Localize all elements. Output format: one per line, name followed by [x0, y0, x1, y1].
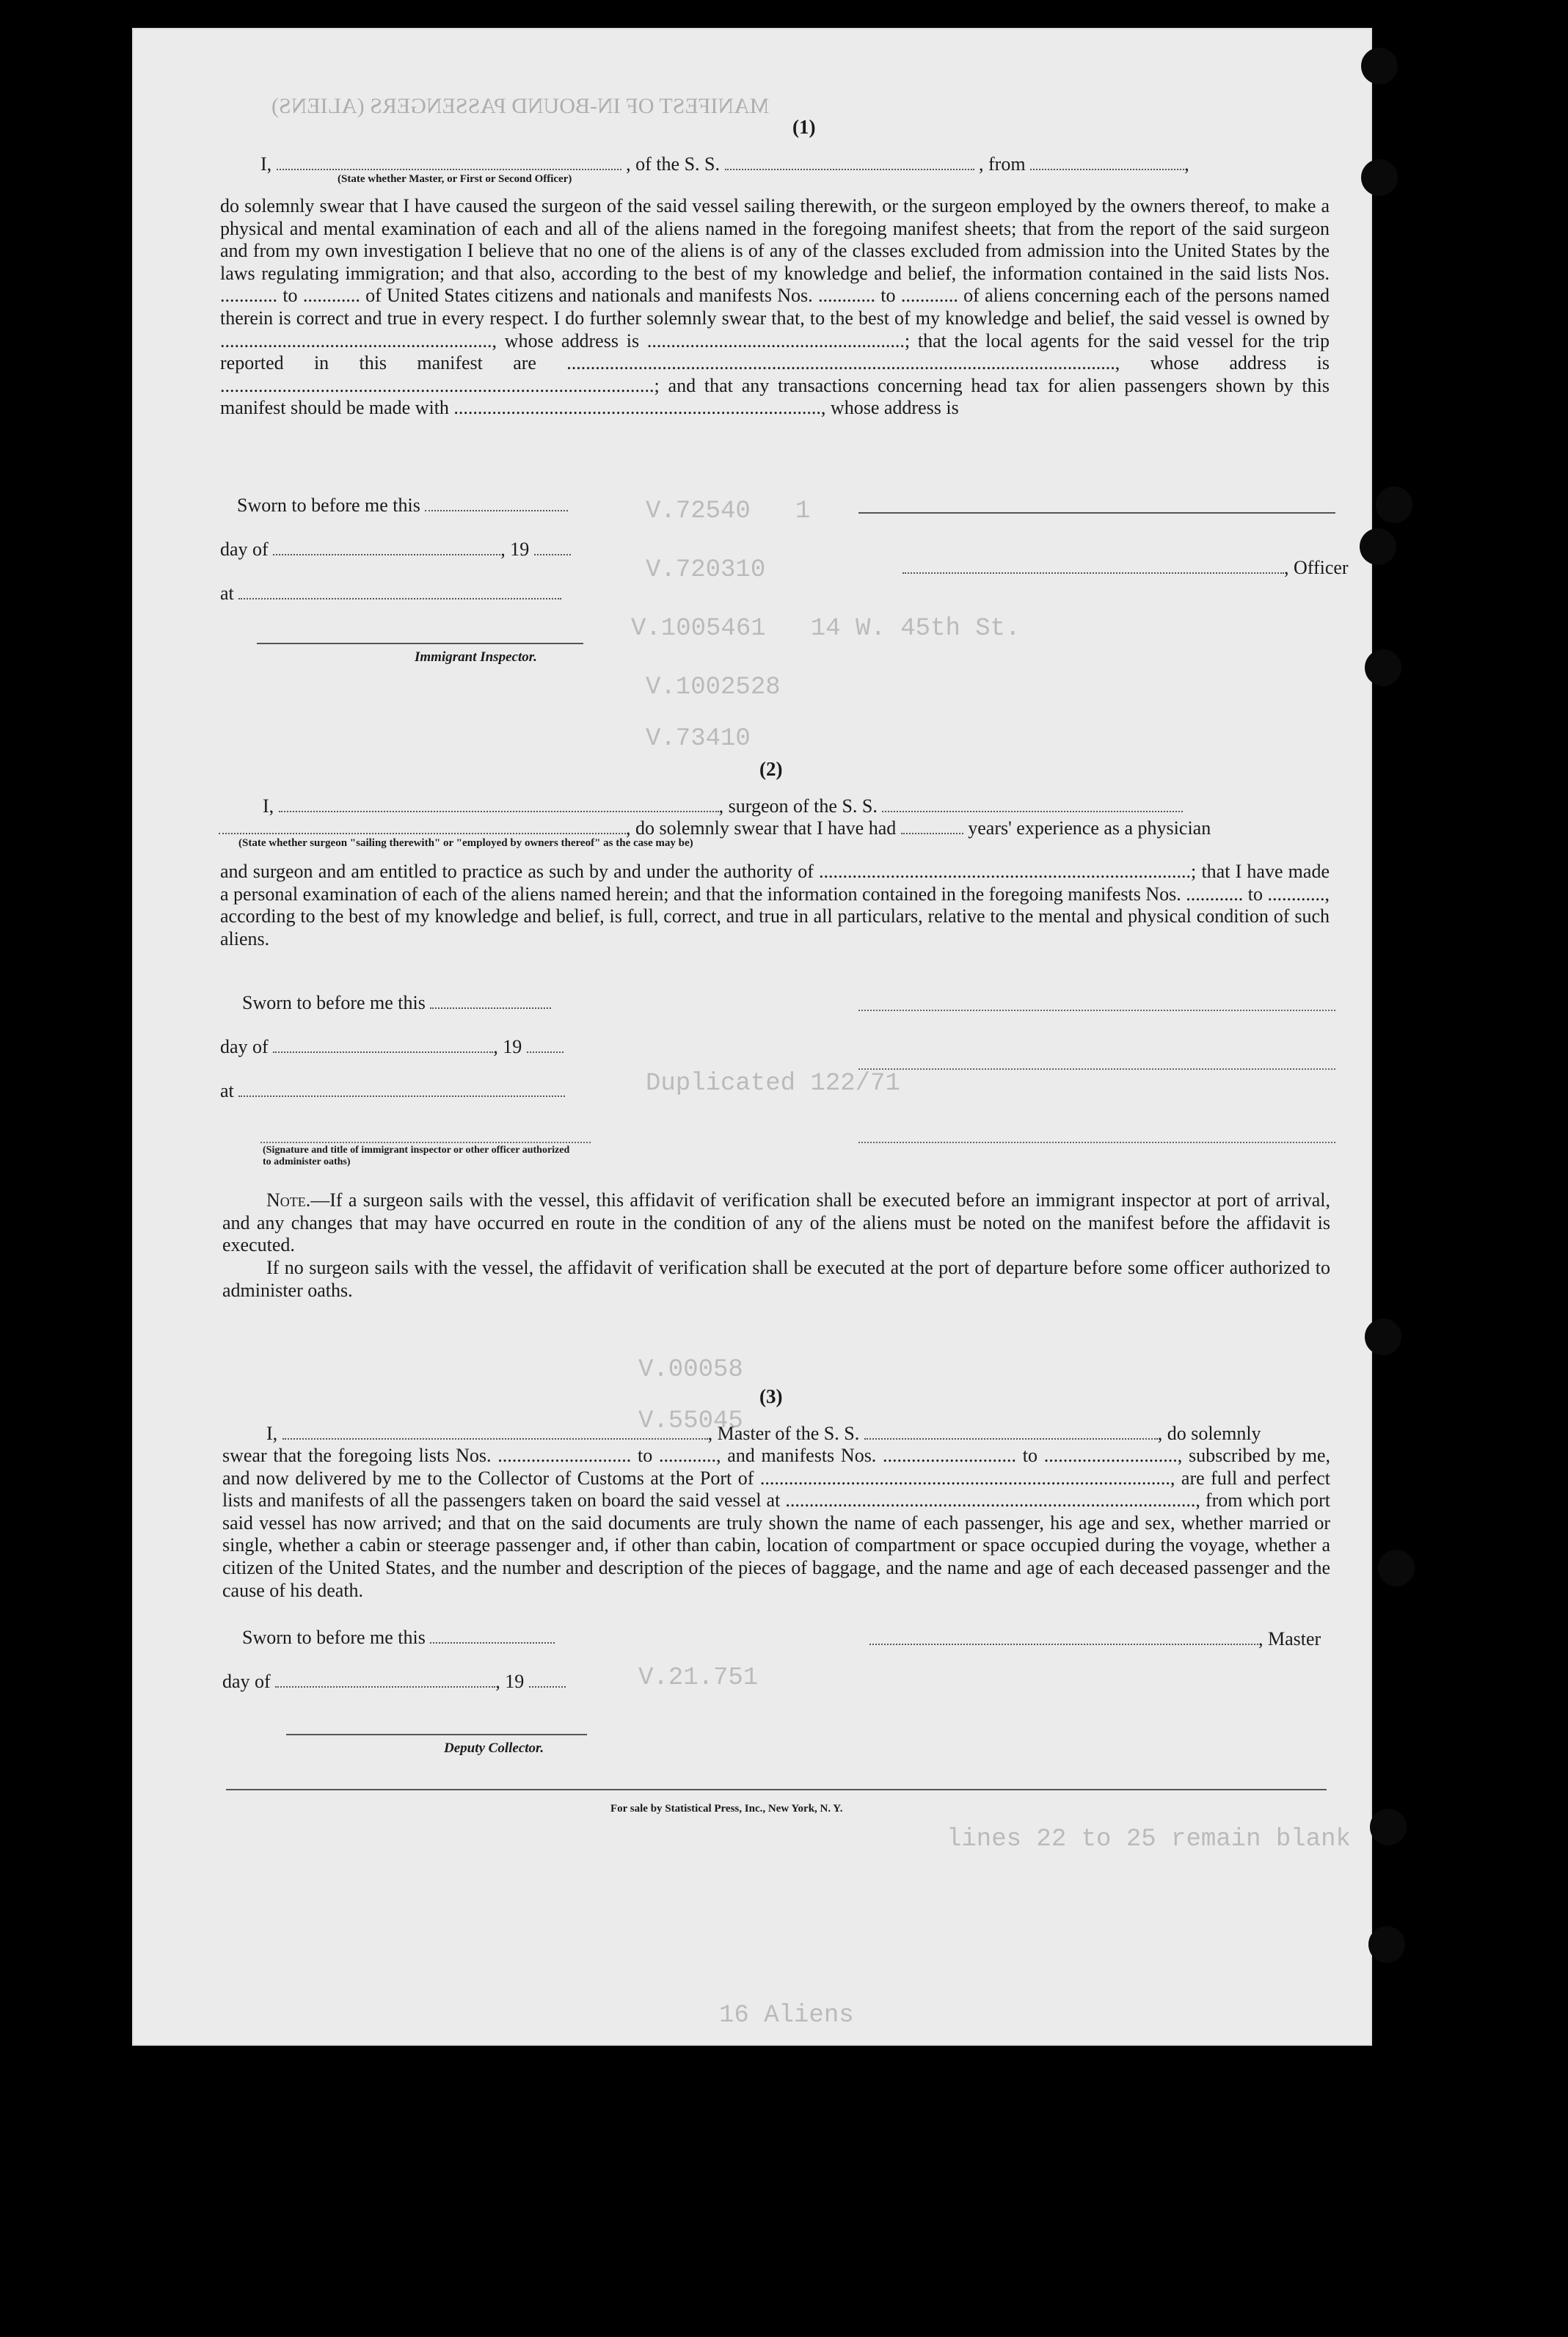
s1-i-label: I, — [260, 153, 272, 175]
s3-master-label: , Master — [1258, 1628, 1321, 1649]
s1-oath-paragraph: do solemnly swear that I have caused the surgeon of the said vessel sailing therewith, or the surgeon employed by the owners thereof, to make a physical and mental examination of each and all of the aliens named in the foregoing manifest sheets; that from the report of the said surgeon and from my own investigation I believe that no one of the aliens is of any of the classes excluded from admission into the United States by the laws regulating immigration; and that also, according to the best of my knowledge and belief, the information contained in the said lists Nos. ............ to ............ of United States citizens and nationals and manifests Nos. ............ to ............ of aliens concerning each of the persons named therein is correct and true in every respect. I do further solemnly swear that, to the best of my knowledge and belief, the said vessel is owned by ........................................................., whose address is ......................................................; that the local agents for the said vessel for the trip reported in this manifest are ..................................................................................................................., whose address is ...........................................................................................; and that any transactions concerning head tax for alien passengers shown by this manifest should be made with ............................................................................., whose address is — [220, 195, 1330, 419]
ghost-typing: V.73410 — [646, 725, 751, 753]
s2-ship-blank[interactable] — [882, 795, 1183, 812]
s2-note-2 — [222, 1257, 1330, 1302]
ghost-typing: V.72540 1 — [646, 497, 811, 525]
s2-years-label: years' experience as a physician — [968, 817, 1211, 839]
s3-dayof — [222, 1670, 566, 1693]
s2-dayof-blank[interactable] — [273, 1035, 493, 1053]
s1-note-master: (State whether Master, or First or Second Officer) — [338, 173, 572, 185]
s3-sworn-blank[interactable] — [430, 1626, 555, 1644]
s2-do-swear-label: , do solemnly swear that I have had — [626, 817, 897, 839]
s2-at-label: at — [220, 1080, 234, 1101]
binder-hole — [1361, 159, 1398, 196]
s2-dayof-label: day of — [220, 1036, 269, 1057]
ghost-typing: V.00058 — [638, 1356, 743, 1384]
s1-sign-rule-1[interactable] — [858, 512, 1335, 514]
s2-sig-rule[interactable] — [260, 1142, 591, 1143]
ghost-typing: V.1005461 14 W. 45th St. — [631, 615, 1021, 643]
s3-dayof-blank[interactable] — [275, 1670, 495, 1688]
binder-hole — [1368, 1926, 1405, 1963]
s1-sworn-blank[interactable] — [425, 494, 568, 511]
s1-sworn-label: Sworn to before me this — [237, 495, 420, 516]
s1-at-blank[interactable] — [238, 582, 561, 599]
s3-line1 — [266, 1422, 1261, 1445]
s1-from-label: , from — [979, 153, 1026, 175]
s1-inspector-label: Immigrant Inspector. — [415, 649, 537, 665]
binder-hole — [1361, 48, 1398, 84]
s1-line1: I, , of the S. S. , from , — [260, 153, 1189, 175]
s2-note-label: Note. — [266, 1189, 311, 1211]
s1-at-label: at — [220, 583, 234, 604]
binder-hole — [1370, 1809, 1407, 1845]
s1-ss-label: , of the S. S. — [626, 153, 721, 175]
s3-do-swear-label: , do solemnly — [1157, 1423, 1261, 1444]
s1-year-label: , 19 — [500, 539, 530, 560]
s2-sig-note: (Signature and title of immigrant inspector or other officer authorized to administer oaths) — [263, 1145, 570, 1167]
form-sheet — [132, 28, 1372, 2046]
section-3-number: (3) — [759, 1385, 783, 1407]
s1-ship-blank[interactable] — [725, 153, 974, 170]
s3-master-of-label: , Master of the S. S. — [707, 1423, 860, 1444]
footer-imprint: For sale by Statistical Press, Inc., New York, N. Y. — [610, 1803, 843, 1815]
ghost-header: MANIFEST OF IN-BOUND PASSENGERS (ALIENS) — [271, 94, 770, 118]
s2-i-label: I, — [263, 795, 274, 817]
s2-surgeon-of-label: , surgeon of the S. S. — [718, 795, 878, 817]
s1-dayof-label: day of — [220, 539, 269, 560]
s1-inspector-rule — [257, 643, 583, 644]
ghost-typing: V.1002528 — [646, 674, 781, 701]
s3-collector-label: Deputy Collector. — [444, 1740, 544, 1756]
s2-name-blank[interactable] — [279, 795, 719, 812]
s2-sign-rule-2[interactable] — [858, 1068, 1335, 1070]
s1-officer-sign-blank[interactable] — [902, 556, 1284, 574]
s3-collector-rule[interactable] — [286, 1734, 587, 1735]
s3-dayof-label: day of — [222, 1671, 271, 1692]
s2-note-surgeon: (State whether surgeon "sailing therewith" or "employed by owners thereof" as the case may be) — [238, 837, 693, 849]
s2-at — [220, 1079, 565, 1102]
s3-year-label: , 19 — [495, 1671, 525, 1692]
s2-note-text-1: —If a surgeon sails with the vessel, this affidavit of verification shall be executed before an immigrant inspector at port of arrival, and any changes that may have occurred en route in the condition of any of the aliens must be noted on the manifest before the affidavit is executed. — [222, 1189, 1330, 1256]
s2-year-label: , 19 — [493, 1036, 522, 1057]
s3-master-line — [869, 1627, 1321, 1650]
s2-years-blank[interactable] — [901, 817, 963, 834]
s2-sign-rule-1[interactable] — [858, 1010, 1335, 1011]
ghost-typing: 16 Aliens — [719, 2002, 854, 2030]
binder-hole — [1376, 486, 1412, 523]
ghost-typing: lines 22 to 25 remain blank — [947, 1826, 1351, 1853]
s3-sworn-label: Sworn to before me this — [242, 1627, 426, 1648]
s1-year-blank[interactable] — [534, 538, 571, 555]
binder-hole — [1378, 1550, 1415, 1586]
s3-ship-blank[interactable] — [864, 1422, 1158, 1440]
ghost-typing: V.720310 — [646, 556, 766, 584]
s1-dayof — [220, 538, 571, 561]
s1-officer-line — [902, 556, 1349, 579]
s2-sworn — [242, 991, 551, 1014]
ghost-typing: Duplicated 122/71 — [646, 1070, 900, 1098]
s2-at-blank[interactable] — [238, 1079, 565, 1097]
s3-sworn — [242, 1626, 555, 1649]
s2-note-text-2: If no surgeon sails with the vessel, the affidavit of verification shall be executed at the port of departure before some officer authorized to administer oaths. — [222, 1257, 1330, 1301]
s1-at — [220, 582, 561, 605]
s3-oath-paragraph: swear that the foregoing lists Nos. ............................ to ............, and manifests Nos. ............................ to ............................, subscribed by me, and now delivered by me to the Collector of Customs at the Port of ......................................................................................, are full and perfect lists and manifests of all the passengers taken on board the said vessel at ......................................................................................, from which port said vessel has now arrived; and that on the said documents are truly shown the name of each passenger, his age and sex, whether married or single, whether a cabin or steerage passenger and, if other than cabin, location of compartment or space occupied during the voyage, whether a citizen of the United States, and the number and description of the pieces of baggage, and the name and age of each deceased passenger and the cause of his death. — [222, 1445, 1330, 1601]
s2-oath-paragraph: and surgeon and am entitled to practice as such by and under the authority of ..............................................................................; that I have made a personal examination of each of the aliens named herein; and that the information contained in the foregoing manifests Nos. ............ to ............, according to the best of my knowledge and belief, is full, correct, and true in all particulars, relative to the mental and physical condition of such aliens. — [220, 861, 1330, 949]
footer-rule — [226, 1789, 1327, 1790]
s1-officer-blank[interactable] — [277, 153, 621, 170]
s2-sworn-blank[interactable] — [430, 991, 551, 1009]
s2-sworn-label: Sworn to before me this — [242, 992, 426, 1013]
binder-hole — [1365, 649, 1401, 686]
s2-line1 — [263, 795, 1183, 817]
s1-officer-label: , Officer — [1284, 557, 1349, 578]
binder-hole — [1365, 1319, 1401, 1355]
s2-dayof — [220, 1035, 564, 1058]
s3-master-sign-blank[interactable] — [869, 1627, 1258, 1645]
section-1-number: (1) — [792, 116, 816, 138]
s2-note-1 — [222, 1189, 1330, 1257]
s3-year-blank[interactable] — [529, 1670, 566, 1688]
s2-sign-rule-3[interactable] — [858, 1142, 1335, 1143]
ghost-typing: V.55045 — [638, 1407, 743, 1435]
s1-dayof-blank[interactable] — [273, 538, 500, 555]
binder-hole — [1360, 528, 1396, 565]
s3-i-label: I, — [266, 1423, 278, 1444]
section-2-number: (2) — [759, 758, 783, 780]
s1-sworn — [237, 494, 568, 517]
s1-from-blank[interactable] — [1030, 153, 1184, 170]
s2-year-blank[interactable] — [527, 1035, 564, 1053]
s2-sailing-blank[interactable] — [219, 817, 626, 834]
s3-name-blank[interactable] — [282, 1422, 708, 1440]
ghost-typing: V.21.751 — [638, 1664, 759, 1692]
